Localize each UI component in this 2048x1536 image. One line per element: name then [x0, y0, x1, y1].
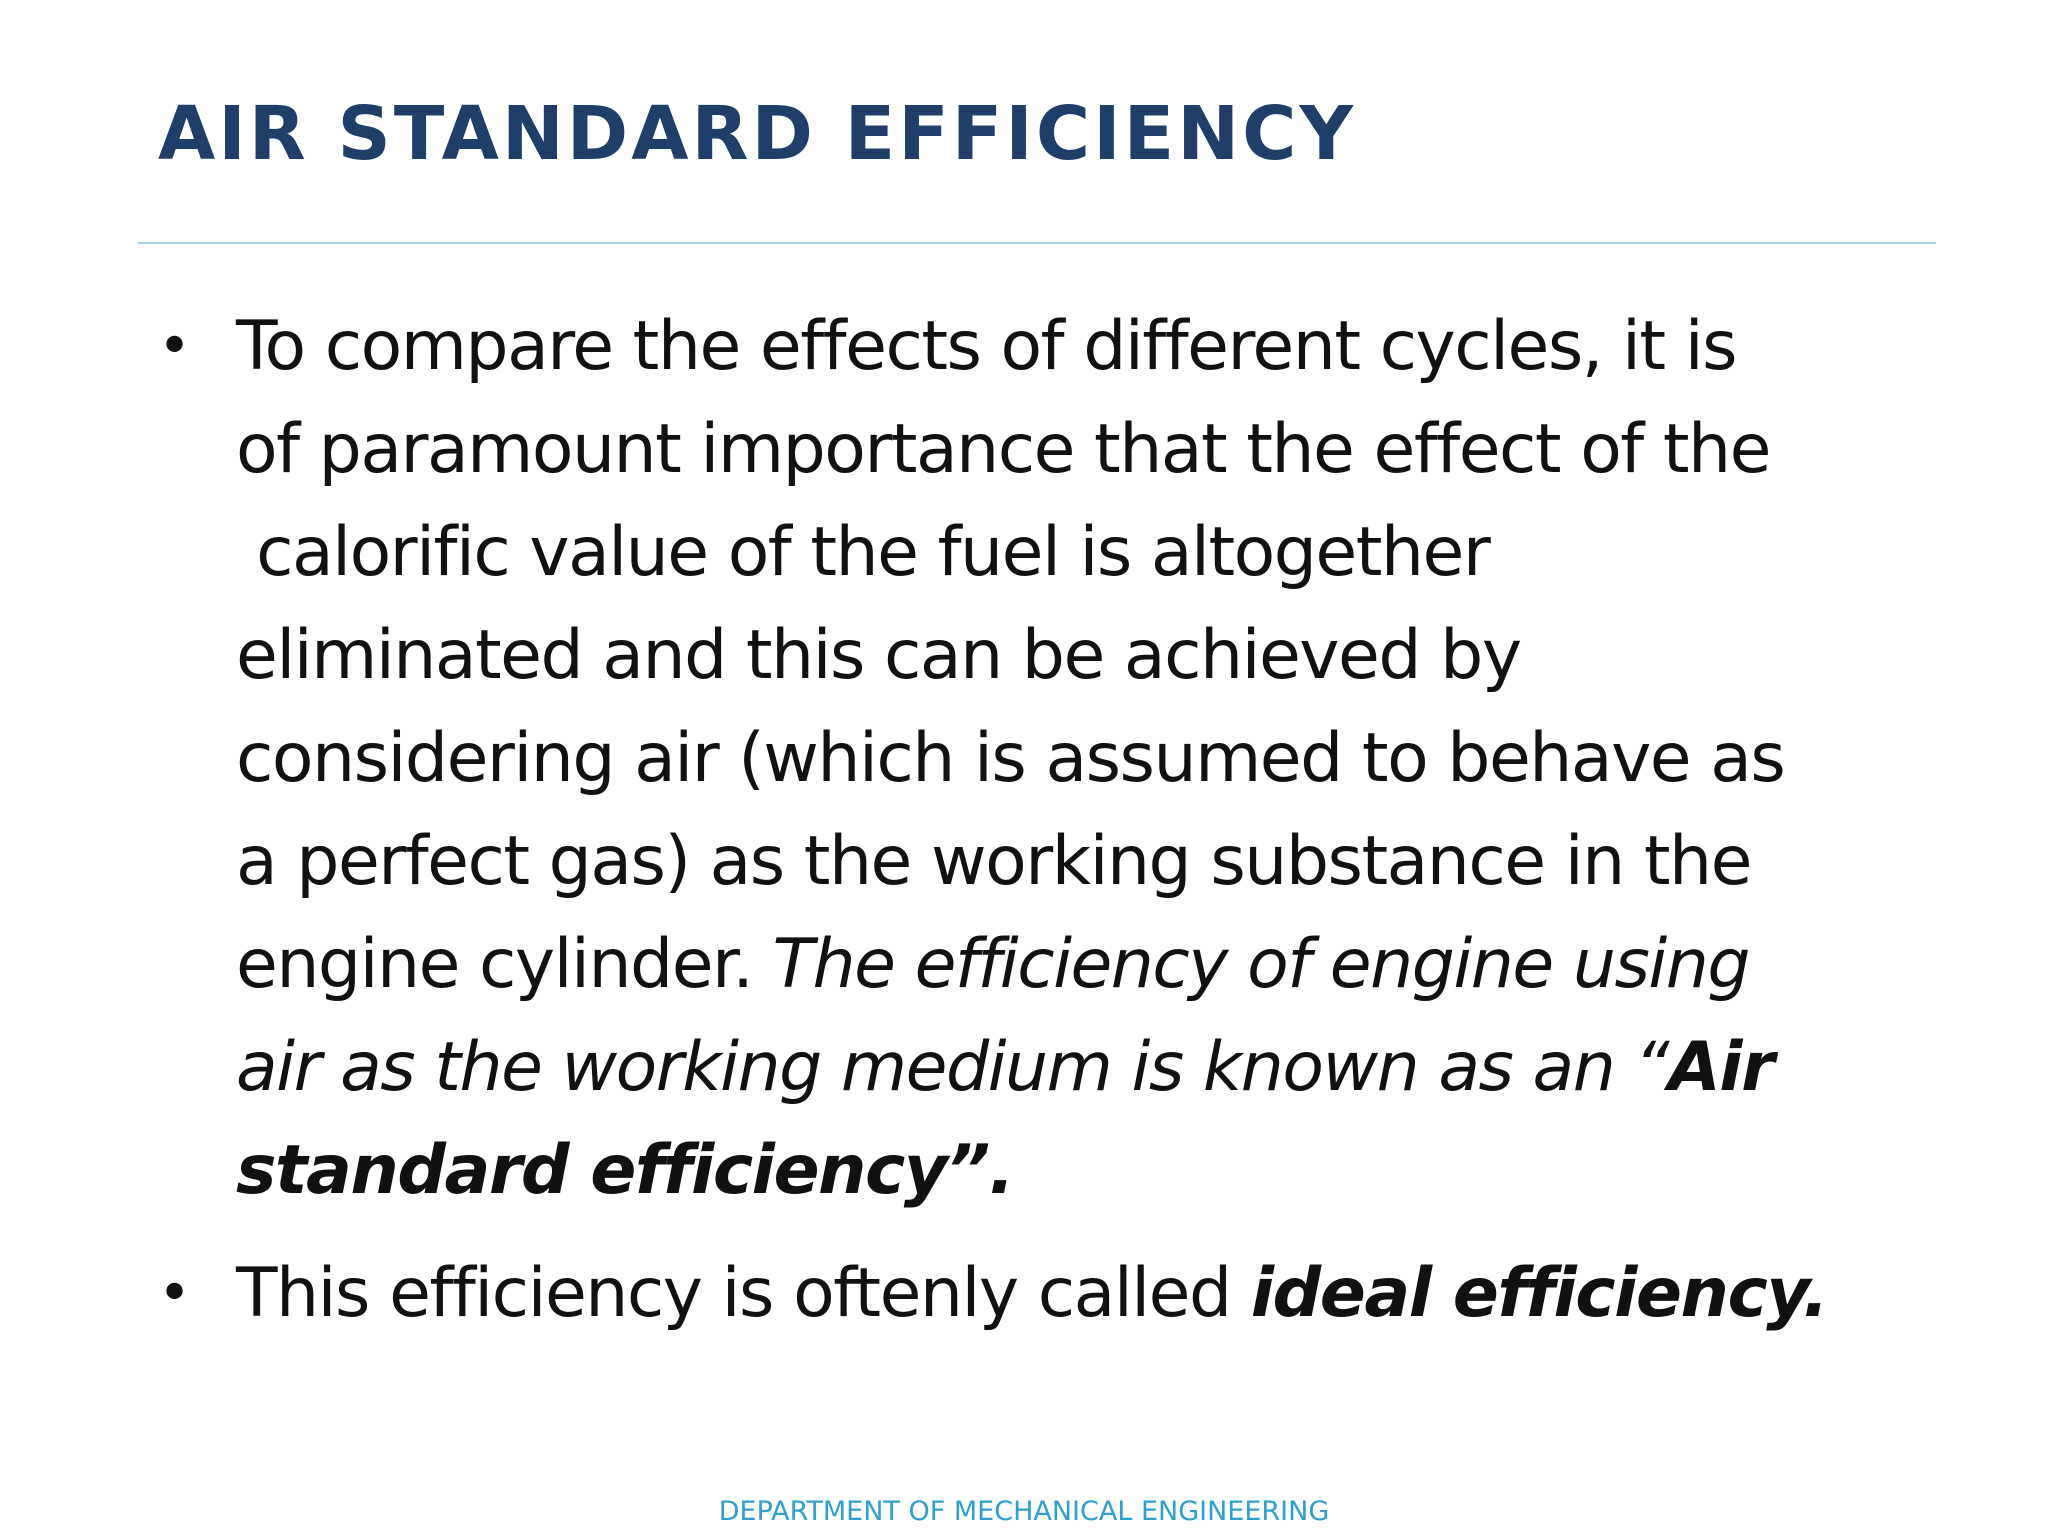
text-line: considering air (which is assumed to behave as: [236, 719, 1785, 798]
text-plain: engine cylinder.: [236, 925, 773, 1004]
text-line: a perfect gas) as the working substance in the: [236, 822, 1751, 901]
footer-department: DEPARTMENT OF MECHANICAL ENGINEERING: [718, 1496, 1330, 1527]
text-line: eliminated and this can be achieved by: [236, 616, 1521, 695]
bullet-item: [0, 295, 1876, 1222]
text-line: of paramount importance that the effect of the: [236, 410, 1770, 489]
text-line: To compare the effects of different cycles, it is: [236, 307, 1737, 386]
bullet-item: [0, 1242, 1876, 1345]
slide-title: AIR STANDARD EFFICIENCY: [158, 91, 1357, 177]
text-italic: The efficiency of engine using: [772, 925, 1750, 1004]
text-italic: air as the working medium is known as an “: [236, 1028, 1669, 1107]
text-line: [236, 1016, 1876, 1119]
text-bold-italic: ideal efficiency.: [1250, 1254, 1828, 1333]
text-plain: This efficiency is oftenly called: [236, 1254, 1251, 1333]
title-divider: [138, 242, 1936, 244]
bullet-icon: •: [158, 1261, 190, 1326]
text-bold-italic: Air: [1668, 1028, 1774, 1107]
bullet-icon: •: [158, 314, 190, 379]
text-line: [236, 913, 1876, 1016]
text-line: [236, 1242, 1876, 1345]
text-bold-italic: standard efficiency”.: [236, 1131, 1014, 1210]
text-line: calorific value of the fuel is altogether: [236, 513, 1490, 592]
bullet-list: [0, 295, 2048, 1345]
text-line: [236, 1119, 1876, 1222]
